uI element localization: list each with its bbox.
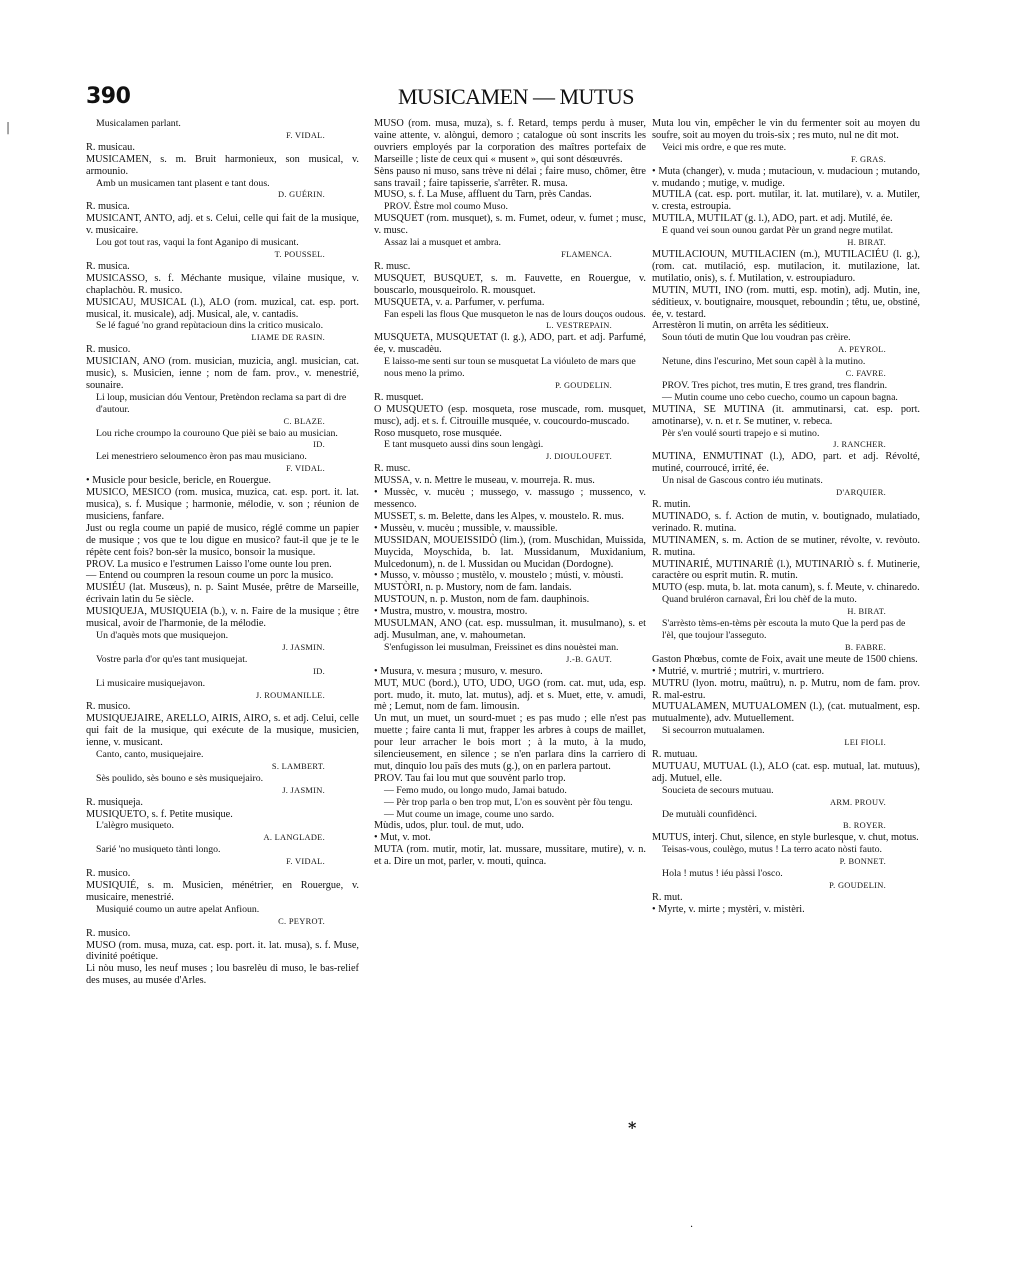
author-attribution: LIAME DE RASIN. [251,333,325,343]
author-attribution: ID. [313,666,325,676]
entry-paragraph: MUTUS, interj. Chut, silence, en style burlesque, v. chut, motus. [652,832,919,844]
entry-paragraph: MUSICAU, MUSICAL (l.), ALO (rom. muzical, cat. esp. port. musical, it. musicale), adj. Musical, ale, v. cantadis. [86,296,359,320]
quotation-line: Lou riche croumpo la courouno Que pièi se baio au musician. [96,427,338,439]
entry-paragraph: MUTINA, ENMUTINAT (l.), ADO, part. et adj. Révolté, mutiné, courroucé, irrité, ée. [652,451,920,475]
entry-paragraph: MUTILA, MUTILAT (g. l.), ADO, part. et adj. Mutilé, ée. [652,213,893,225]
footer-mark: · [690,1222,694,1233]
author-attribution: J. ROUMANILLE. [255,690,325,700]
running-head: MUSICAMEN — MUTUS [398,84,634,109]
quotation-line: PROV. Tres pichot, tres mutin, E tres grand, tres flandrin. [662,379,888,391]
entry-paragraph: Li nòu muso, les neuf muses ; lou basrelèu di muso, le bas-relief des muses, au musée d'Arles. [86,963,359,987]
entry-paragraph: Sèns pauso ni muso, sans trève ni délai ; faire muso, chômer, être sans travail ; faire tapisserie, s'arrêter. R. musa. [374,165,646,189]
quotation-line: Fan espeli las flous Que musqueton le nas de lours douços oudous. [384,308,646,320]
entry-paragraph: Un mut, un muet, un sourd-muet ; es pas mudo ; elle n'est pas muette ; faire canta li mut, frapper les arbres à coups de maillet, pour leur arracher le bois mort ; à la muto, à la mudo, silencieusement, en silence ; se n'en parlara dins la carriero di mut, dinquio lou païs des muts (g.), on en parlera partout. [374,713,646,772]
entry-paragraph: R. musico. [86,701,131,713]
author-attribution: J. JASMIN. [282,642,325,652]
entry-paragraph: • Musicle pour besicle, bericle, en Rouergue. [86,475,271,487]
author-attribution: T. POUSSEL. [274,249,325,259]
quotation-line: Musicalamen parlant. [96,118,181,129]
entry-paragraph: MUTINA, SE MUTINA (it. ammutinarsi, cat. esp. port. amotinarse), v. n. et r. Se mutiner, v. rebeca. [652,403,920,427]
entry-paragraph: MUSQUET, BUSQUET, s. m. Fauvette, en Rouergue, v. bouscarlo, mousqueirolo. R. mousquet. [374,272,646,296]
author-attribution: D. GUÉRIN. [278,190,325,200]
author-attribution: J. JASMIN. [282,785,325,795]
entry-paragraph: MUSSIDAN, MOUEISSIDÒ (lim.), (rom. Muschidan, Muissida, Muycida, Moyschida, b. lat. Mussidanum, Muxidanium, Mulcedonum), n. de l. Mussidan ou Mucidan (Dordogne). [374,534,646,570]
entry-paragraph: R. musiqueja. [86,796,143,808]
quotation-line: PROV. Èstre mol coumo Muso. [384,201,508,213]
entry-paragraph: R. mutin. [652,499,691,510]
column-left [86,118,359,987]
quotation-line: — Femo mudo, ou longo mudo, Jamai batudo. [384,784,567,796]
entry-paragraph: MUSO (rom. musa, muza, cat. esp. port. it. lat. musa), s. f. Muse, divinité poétique. [86,939,359,963]
entry-paragraph: • Mustra, mustro, v. moustra, mostro. [374,606,528,618]
quotation-line: Lei menestriero seloumenco èron pas mau musiciano. [96,451,307,463]
quotation-line: Un d'aquès mots que musiquejon. [96,629,229,641]
margin-mark: | [6,120,11,134]
entry-paragraph: MUSTOUN, n. p. Muston, nom de fam. dauphinois. [374,594,590,606]
quotation-line: Assaz lai a musquet et ambra. [384,237,501,249]
entry-paragraph: MUTILACIOUN, MUTILACIEN (m.), MUTILACIÉU (l. g.), (rom. cat. mutilació, esp. mutilacion, it. mutilazione, lat. mutilatio, onis), s. f. Mutilation, v. estroupiaduro. [652,248,920,284]
entry-paragraph: MUTA (rom. mutir, motir, lat. mussare, mussitare, mutire), v. n. et a. Dire un mot, parler, v. mouti, quinca. [374,844,646,868]
entry-paragraph: R. musico. [86,927,131,939]
column-middle [374,118,646,868]
author-attribution: P. BONNET. [839,857,886,867]
author-attribution: L. VESTREPAIN. [546,321,612,331]
entry-paragraph: MUSQUET (rom. musquet), s. m. Fumet, odeur, v. fumet ; musc, v. musc. [374,213,646,237]
author-attribution: H. BIRAT. [847,238,886,248]
entry-paragraph: • Mutrié, v. murtrié ; mutriri, v. murtriero. [652,665,825,677]
author-attribution: P. GOUDELIN. [555,380,612,390]
entry-paragraph: MUSO, s. f. La Muse, affluent du Tarn, près Candas. [374,189,592,201]
entry-paragraph: MUTINADO, s. f. Action de mutin, v. boutignado, mulatiado, verinado. R. mutina. [652,510,920,534]
entry-paragraph: MUSULMAN, ANO (cat. esp. mussulman, it. musulmano), s. et adj. Musulman, ane, v. mahoumetan. [374,618,646,641]
author-attribution: LEI FIOLI. [844,738,886,748]
entry-paragraph: R. mut. [652,891,683,903]
entry-paragraph: MUSICANT, ANTO, adj. et s. Celui, celle qui fait de la musique, v. musicaire. [86,213,359,237]
entry-paragraph: R. musico. [86,344,131,356]
entry-paragraph: MUSQUETA, MUSQUETAT (l. g.), ADO, part. et adj. Parfumé, ée, v. muscadèu. [374,332,646,356]
quotation-line: Veici mis ordre, e que res mute. [662,141,787,153]
entry-paragraph: MUSTÒRI, n. p. Mustory, nom de fam. landais. [374,582,572,594]
entry-paragraph: Muta lou vin, empêcher le vin du fermenter soit au moyen du soufre, soit au moyen du trois-six ; res muto, nul ne dit mot. [652,118,920,141]
quotation-line: — Pèr trop parla o ben trop mut, L'on es souvènt pèr fòu tengu. [384,796,633,808]
author-attribution: J.-B. GAUT. [566,654,612,664]
entry-paragraph: • Mut, v. mot. [374,832,431,844]
quotation-line: — Mut coume un image, coume uno sardo. [384,808,555,820]
author-attribution: P. GOUDELIN. [829,881,886,890]
quotation-line: Sarié 'no musiqueto tànti longo. [96,844,221,856]
quotation-line: Hola ! mutus ! iéu pàssi l'osco. [662,868,783,880]
entry-paragraph: MUTRU (lyon. motru, maûtru), n. p. Mutru, nom de fam. prov. R. mal-estru. [652,677,920,701]
entry-paragraph: • Musso, v. mòusso ; mustèlo, v. moustelo ; músti, v. mòusti. [374,570,624,582]
quotation-line: Canto, canto, musiquejaire. [96,749,204,761]
author-attribution: S. LAMBERT. [271,761,325,771]
entry-paragraph: R. musc. [374,260,411,272]
entry-paragraph: • Myrte, v. mirte ; mystèri, v. mistèri. [652,903,805,915]
entry-paragraph: MUSQUETA, v. a. Parfumer, v. perfuma. [374,296,545,308]
entry-paragraph: MUSICASSO, s. f. Méchante musique, vilaine musique, v. chaplachòu. R. musico. [86,272,359,296]
entry-paragraph: — Entend ou coumpren la resoun coume un porc la musico. [86,570,334,582]
quotation-line: Se lé fagué 'no grand repùtacioun dins la critico musicalo. [96,320,324,332]
page-number: 390 [86,84,131,109]
author-attribution: B. ROYER. [843,821,886,831]
author-attribution: FLAMENCA. [561,249,612,259]
entry-paragraph: MUSIQUEJAIRE, ARELLO, AIRIS, AIRO, s. et adj. Celui, celle qui fait de la musique, qui exécute de la musique, musicien, ienne, v. musicant. [86,713,359,749]
entry-paragraph: MUSICIAN, ANO (rom. musician, muzicia, angl. musician, cat. music), s. Musicien, ienne ; nom de fam. prov., v. menestrié, sounaire. [86,356,359,391]
quotation-line: Un nisal de Gascous contro iéu mutinats. [662,475,823,487]
entry-paragraph: PROV. Tau fai lou mut que souvènt parlo trop. [374,772,566,784]
entry-paragraph: O MUSQUETO (esp. mosqueta, rose muscade, rom. musquet, musc), adj. et s. f. Citrouille musquée, v. coucourdo-muscado. [374,403,646,427]
author-attribution: F. VIDAL. [286,130,325,140]
entry-paragraph: MUSIQUETO, s. f. Petite musique. [86,808,233,820]
entry-paragraph: R. musica. [86,260,130,272]
entry-paragraph: R. musica. [86,201,130,213]
entry-paragraph: • Mussèc, v. mucèu ; mussego, v. massugo ; mussenco, v. messenco. [374,487,646,510]
entry-paragraph: R. musicau. [86,141,135,153]
entry-paragraph: R. mutuau. [652,749,698,761]
page-header [86,84,946,118]
author-attribution: D'ARQUIER. [836,488,886,498]
author-attribution: C. BLAZE. [283,416,325,426]
entry-paragraph: Roso musqueto, rose musquée. [374,427,502,439]
entry-paragraph: Gaston Phœbus, comte de Foix, avait une meute de 1500 chiens. [652,653,918,665]
author-attribution: J. RANCHER. [833,440,886,450]
entry-paragraph: • Mussèu, v. mucèu ; mussible, v. maussible. [374,522,558,534]
entry-paragraph: PROV. La musico e l'estrumen Laisso l'ome ounte lou pren. [86,558,332,570]
quotation-line: Soun tóuti de mutin Que lou voudran pas crèire. [662,332,851,344]
entry-paragraph: R. musquet. [374,391,424,403]
quotation-line: Li loup, musician dóu Ventour, Pretèndon reclama sa part di dre d'autour. [96,391,347,415]
entry-paragraph: MUTUAU, MUTUAL (l.), ALO (cat. esp. mutual, lat. mutuus), adj. Mutuel, elle. [652,760,920,784]
entry-paragraph: MUTILA (cat. esp. port. mutilar, it. lat. mutilare), v. a. Mutiler, v. cresta, estroupia. [652,189,920,213]
author-attribution: ARM. PROUV. [830,797,886,807]
author-attribution: F. VIDAL. [286,857,325,867]
quotation-line: Si secourron mutualamen. [662,725,765,737]
entry-paragraph: • Muta (changer), v. muda ; mutacioun, v. mudacioun ; mutando, v. mudando ; mutige, v. mudige. [652,165,920,189]
entry-paragraph: MUSICAMEN, s. m. Bruit harmonieux, son musical, v. armounio. [86,153,359,177]
author-attribution: C. FAVRE. [845,369,886,379]
entry-paragraph: MUSO (rom. musa, muza), s. f. Retard, temps perdu à muser, vaine attente, v. alòngui, demoro ; catalogue où sont inscrits les ouvriers employés par la corporation des maîtres portefaix de Marseille ; liste de ceux qui « musent », qui sont désœuvrés. [374,118,646,165]
column-right [652,118,920,916]
author-attribution: C. PEYROT. [278,916,325,926]
quotation-line: E tant musqueto aussi dins soun lengàgi. [384,439,544,451]
quotation-line: Teisas-vous, coulègo, mutus ! La terro acato nòsti fauto. [662,844,882,856]
quotation-line: De mutuàli counfidènci. [662,808,757,820]
entry-paragraph: • Musura, v. mesura ; musuro, v. mesuro. [374,665,543,677]
entry-paragraph: MUTINAMEN, s. m. Action de se mutiner, révolte, v. revòuto. R. mutina. [652,534,920,558]
quotation-line: E laisso-me senti sur toun se musquetat La vióuleto de mars que nous meno la primo. [384,356,636,380]
quotation-line: E quand vei soun ounou gardat Pèr un grand negre mutilat. [662,225,893,237]
quotation-line: Amb un musicamen tant plasent e tant dous. [96,177,270,189]
asterisk-mark: * [628,1118,637,1137]
quotation-line: Sès poulido, sès bouno e sès musiquejairo. [96,772,264,784]
author-attribution: J. DIOULOUFET. [545,452,612,462]
author-attribution: F. VIDAL. [286,464,325,474]
entry-paragraph: MUT, MUC (bord.), UTO, UDO, UGO (rom. cat. mut, uda, esp. port. mudo, it. muto, lat. mutus), adj. et s. Muet, ette, v. amudi, mè ; Lemut, nom de fam. limousin. [374,677,646,713]
quotation-line: Pèr s'en voulé sourti trapejo e si mutino. [662,427,820,439]
entry-paragraph: MUTO (esp. muta, b. lat. mota canum), s. f. Meute, v. chinaredo. [652,582,920,594]
author-attribution: B. FABRE. [845,642,886,652]
entry-paragraph: MUSIQUIÉ, s. m. Musicien, ménétrier, en Rouergue, v. musicaire, menestrié. [86,880,359,903]
entry-paragraph: MUTINARIÉ, MUTINARIÈ (l.), MUTINARIÒ s. f. Mutinerie, caractère ou esprit mutin. R. mutin. [652,558,920,582]
author-attribution: F. GRAS. [850,154,886,164]
entry-paragraph: R. musico. [86,868,131,880]
entry-paragraph: MUSSA, v. n. Mettre le museau, v. mourreja. R. mus. [374,475,595,487]
quotation-line: Netune, dins l'escurino, Met soun capèl à la mutino. [662,356,866,368]
entry-paragraph: Arrestèron li mutin, on arrêta les séditieux. [652,320,829,332]
quotation-line: S'arrèsto tèms-en-tèms pèr escouta la muto Que la perd pas de l'èl, que toujour l'asseguto. [662,618,906,641]
quotation-line: Li musicaire musiquejavon. [96,677,206,689]
author-attribution: H. BIRAT. [847,607,886,617]
quotation-line: Musiquié coumo un autre apelat Anfioun. [96,903,260,915]
quotation-line: Lou got tout ras, vaqui la font Aganipo di musicant. [96,237,299,249]
quotation-line: Soucieta de secours mutuau. [662,784,774,796]
quotation-line: L'alègro musiqueto. [96,820,174,832]
author-attribution: A. PEYROL. [838,345,886,355]
entry-paragraph: MUTUALAMEN, MUTUALOMEN (l.), (cat. mutualment, esp. mutualmente), adv. Mutuellement. [652,701,920,725]
entry-paragraph: R. musc. [374,463,411,475]
quotation-line: — Mutin coume uno cebo cuecho, coumo un capoun bagna. [662,391,898,403]
entry-paragraph: MUSSET, s. m. Belette, dans les Alpes, v. moustelo. R. mus. [374,510,624,522]
entry-paragraph: MUTIN, MUTI, INO (rom. mutti, esp. motin), adj. Mutin, ine, séditieux, v. boutignaire, mousquet, reboundin ; têtu, ue, obstiné, ée, v. testard. [652,284,920,320]
entry-paragraph: MUSIÉU (lat. Musœus), n. p. Saint Musée, prêtre de Marseille, écrivain latin du 5e siècle. [86,582,359,606]
entry-paragraph: Just ou regla coume un papié de musico, réglé comme un papier de musique ; vos que te lou digue en musico? faut-il que je te le répète cent fois? bon-sèr la musico, bonsoir la musique. [86,522,359,558]
entry-paragraph: MUSICO, MESICO (rom. musica, muzica, cat. esp. port. it. lat. musica), s. f. Musique ; harmonie, mélodie, v. son ; réunion de musiciens, fanfare. [86,487,359,522]
quotation-line: Quand bruléron carnaval, Èri lou chèf de la muto. [662,594,857,606]
quotation-line: S'enfugisson lei musulman, Freissinet es dins nouèstei man. [384,641,619,653]
entry-paragraph: Mùdis, udos, plur. toul. de mut, udo. [374,820,524,832]
author-attribution: A. LANGLADE. [263,833,325,843]
entry-paragraph: MUSIQUEJA, MUSIQUEIA (b.), v. n. Faire de la musique ; être musical, avoir de l'harmonie, de la mélodie. [86,606,359,630]
quotation-line: Vostre parla d'or qu'es tant musiquejat. [96,653,248,665]
author-attribution: ID. [313,440,325,450]
